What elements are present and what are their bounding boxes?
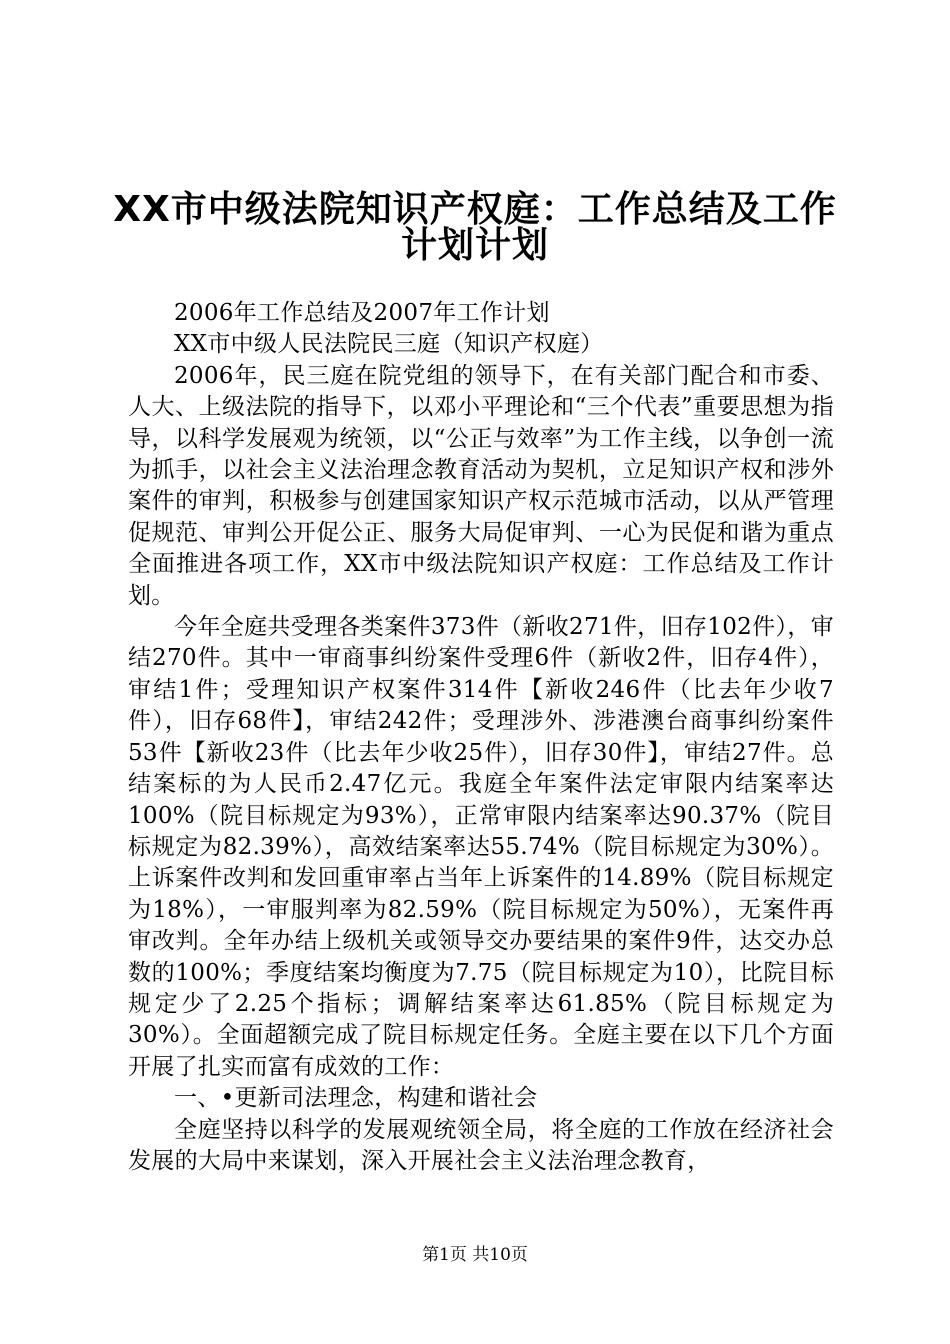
subtitle-court-name: XX市中级人民法院民三庭（知识产权庭） <box>174 331 604 358</box>
document-body <box>128 298 834 1177</box>
section-heading-1: 一、•更新司法理念，构建和谐社会 <box>174 1085 538 1112</box>
paragraph-statistics: 今年全庭共受理各类案件373件（新收271件，旧存102件），审结270件。其中一审商事纠纷案件受理6件（新收2件，旧存4件），审结1件；受理知识产权案件314件【新收246件（比去年少收7件），旧存68件】，审结242件；受理涉外、涉港澳台商事纠纷案件53件【新收23件（比去年少收25件），旧存30件】，审结27件。总结案标的为人民币2.47亿元。我庭全年案件法定审限内结案率达100%（院目标规定为93%），正常审限内结案率达90.37%（院目标规定为82.39%），高效结案率达55.74%（院目标规定为30%）。上诉案件改判和发回重审率占当年上诉案件的14.89%（院目标规定为18%），一审服判率为82.59%（院目标规定为50%），无案件再审改判。全年办结上级机关或领导交办要结果的案件9件，达交办总数的100%；季度结案均衡度为7.75（院目标规定为10），比院目标规定少了2.25个指标；调解结案率达61.85%（院目标规定为30%）。全面超额完成了院目标规定任务。全庭主要在以下几个方面开展了扎实而富有成效的工作： <box>128 614 834 1080</box>
subtitle-work-summary: 2006年工作总结及2007年工作计划 <box>174 300 550 326</box>
document-title-line-2: 计划计划 <box>400 225 549 266</box>
paragraph-intro: 2006年，民三庭在院党组的领导下，在有关部门配合和市委、人大、上级法院的指导下，以邓小平理论和“三个代表”重要思想为指导，以科学发展观为统领，以“公正与效率”为工作主线，以争创一流为抓手，以社会主义法治理念教育活动为契机，立足知识产权和涉外案件的审判，积极参与创建国家知识产权示范城市活动，以从严管理促规范、审判公开促公正、服务大局促审判、一心为民促和谐为重点全面推进各项工作，XX市中级法院知识产权庭：工作总结及工作计划。 <box>128 362 834 609</box>
paragraph-section-1: 全庭坚持以科学的发展观统领全局，将全庭的工作放在经济社会发展的大局中来谋划，深入开展社会主义法治理念教育， <box>128 1116 834 1174</box>
document-title-line-1: XX市中级法院知识产权庭：工作总结及工作 <box>113 189 837 230</box>
page-footer: 第1页 共10页 <box>422 1245 528 1265</box>
